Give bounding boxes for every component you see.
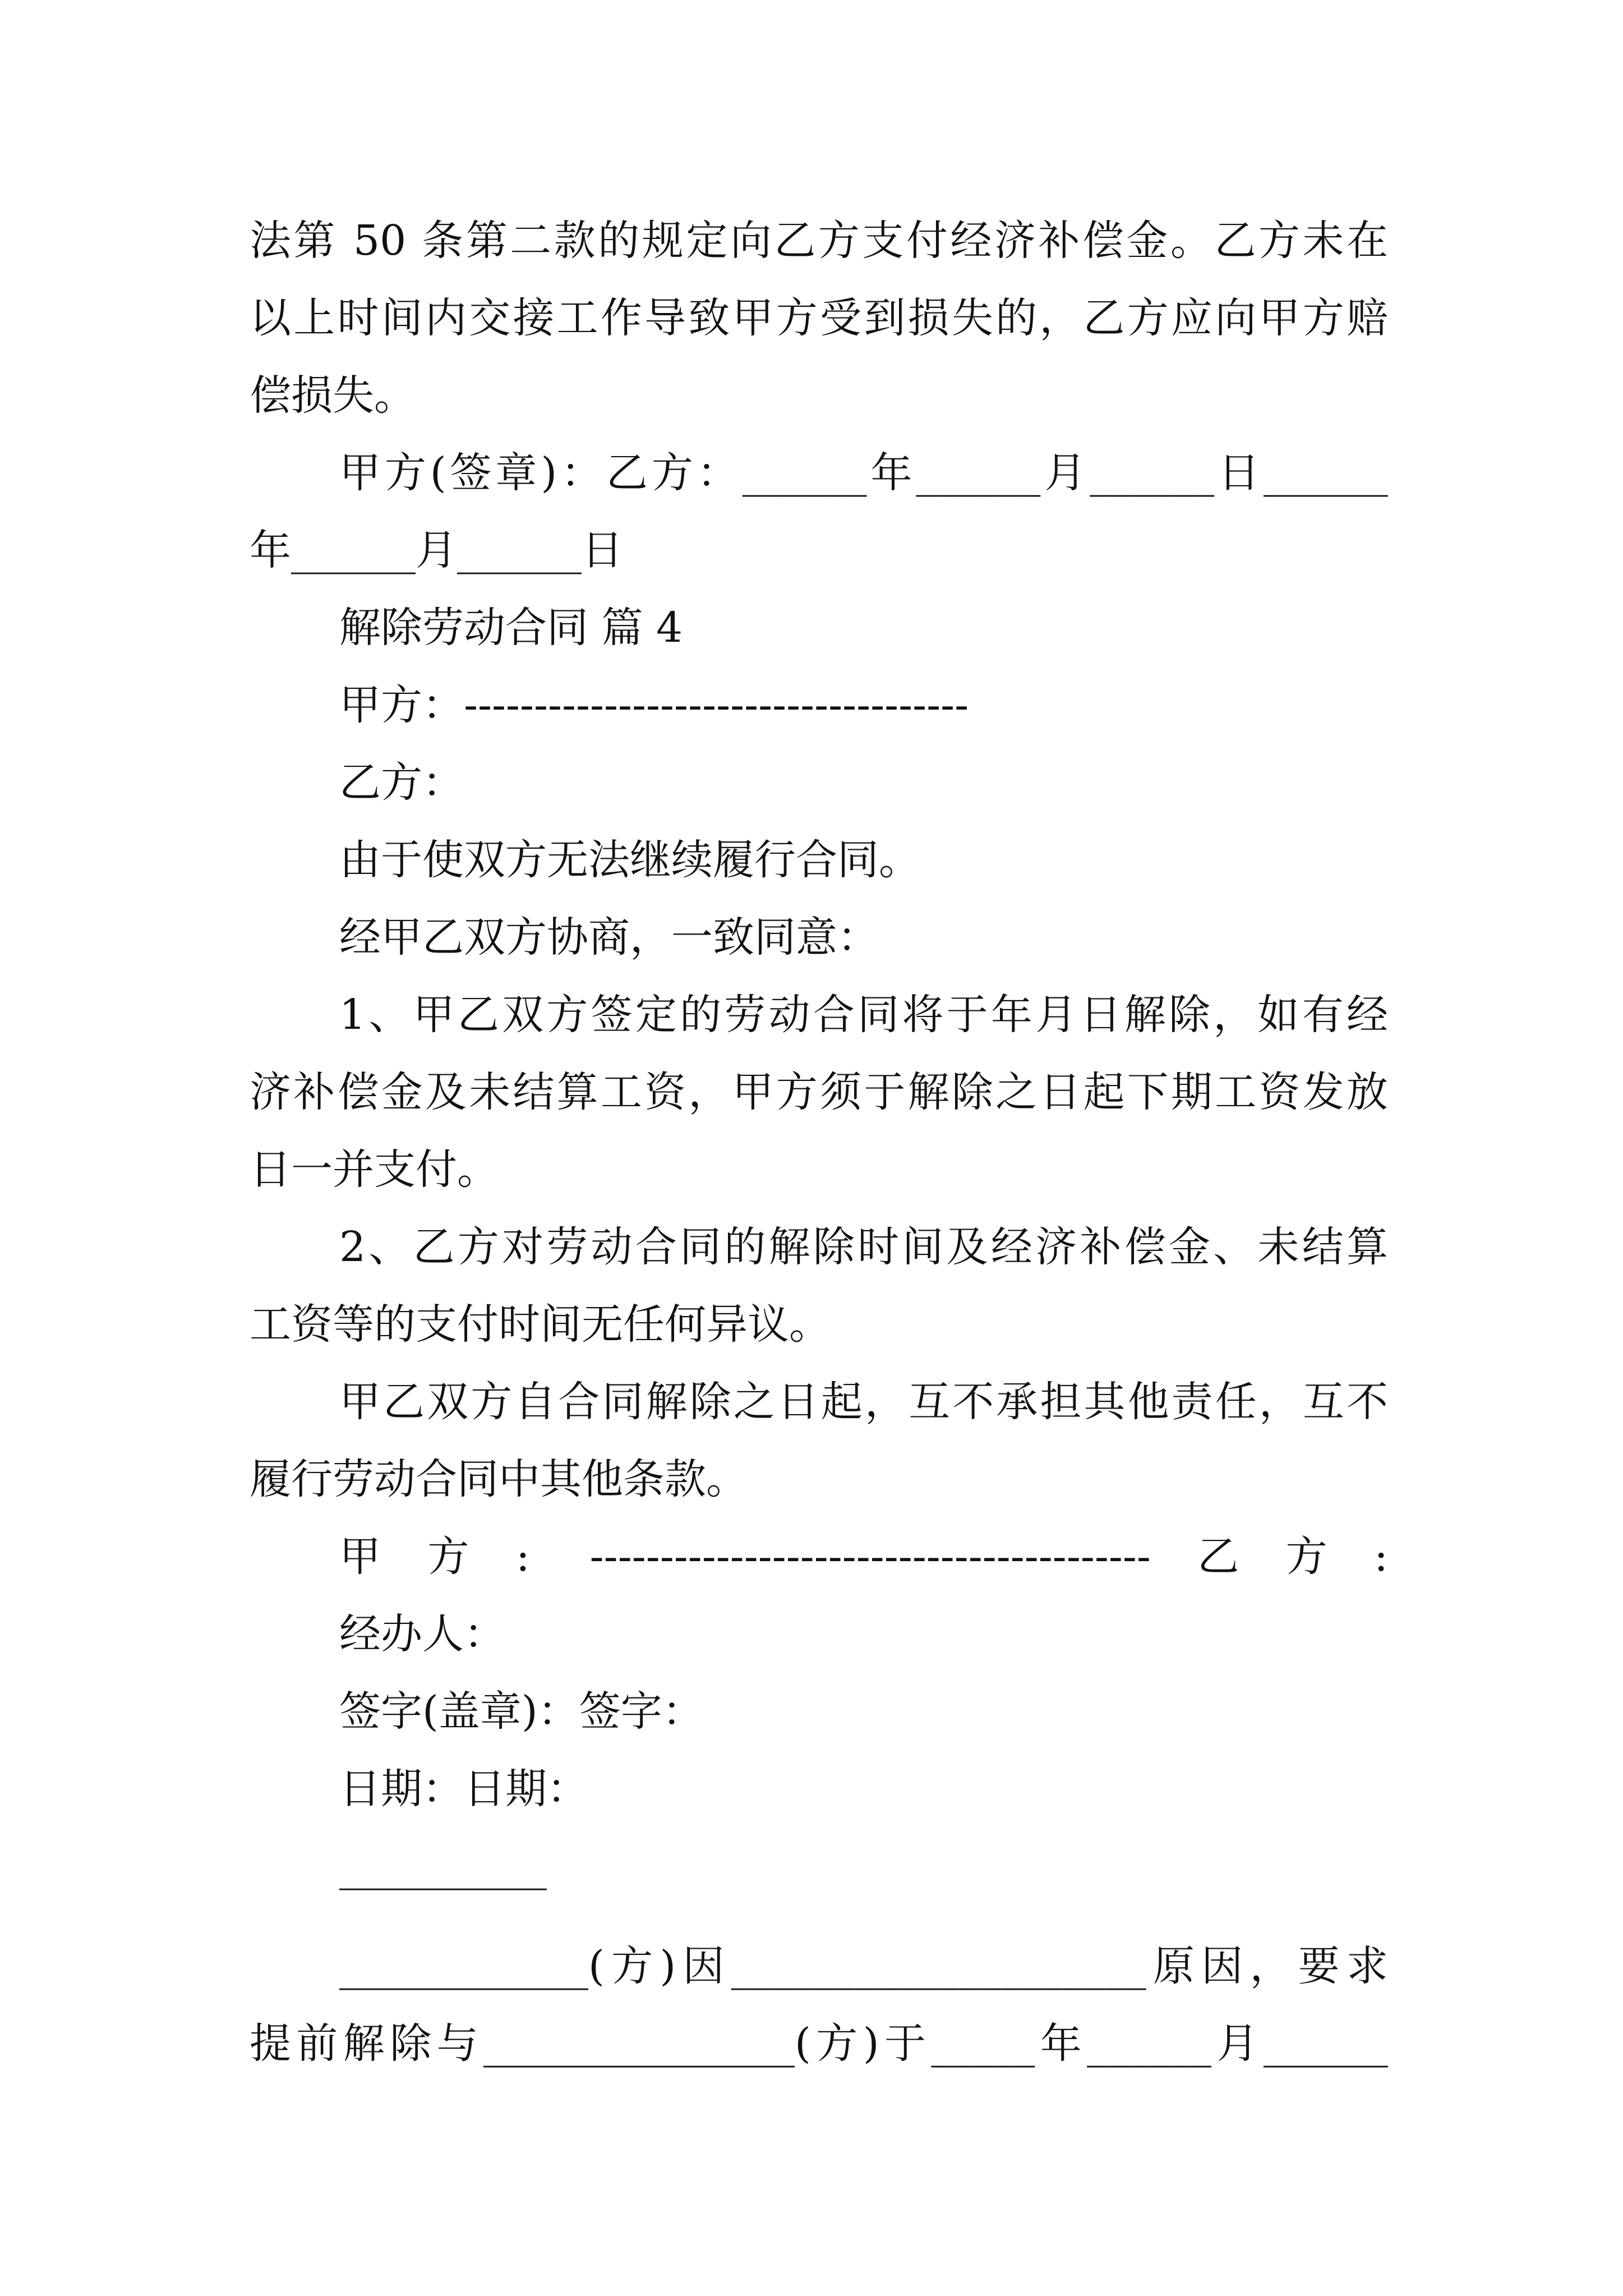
signature-seal-line: 签字(盖章)：签字： xyxy=(339,1687,704,1736)
handler-line: 经办人： xyxy=(339,1610,505,1658)
clause-1-line: 济补偿金及未结算工资，甲方须于解除之日起下期工资发放 xyxy=(250,1068,1388,1116)
text-line: 履行劳动合同中其他条款。 xyxy=(250,1455,748,1503)
party-b-line: 乙方： xyxy=(339,758,464,807)
date-line: 日期：日期： xyxy=(339,1765,588,1813)
clause-2-line: 2、乙方对劳动合同的解除时间及经济补偿金、未结算 xyxy=(339,1223,1388,1271)
separator-line: __________ xyxy=(339,1842,547,1890)
text-line: 以上时间内交接工作导致甲方受到损失的，乙方应向甲方赔 xyxy=(250,294,1388,342)
clause-1-line: 1、甲乙双方签定的劳动合同将于年月日解除，如有经 xyxy=(339,991,1388,1039)
text-line: 法第 50 条第二款的规定向乙方支付经济补偿金。乙方未在 xyxy=(250,217,1388,265)
form-line: 提前解除与_______________(方)于_____年______月______ xyxy=(250,2019,1388,2068)
document-body xyxy=(250,202,1388,2082)
party-a-line: 甲方：------------------------------------ xyxy=(339,681,969,729)
signature-parties-line: 甲方: ----------------------------------------乙方: xyxy=(339,1533,1388,1581)
signature-line-party-a: 甲方(签章)：乙方：______年______月______日______ xyxy=(339,449,1388,497)
text-line: 经甲乙双方协商，一致同意： xyxy=(339,913,879,961)
spacer xyxy=(250,1905,1388,1927)
text-line: 甲乙双方自合同解除之日起，互不承担其他责任，互不 xyxy=(339,1378,1388,1426)
clause-2-line: 工资等的支付时间无任何异议。 xyxy=(250,1300,831,1349)
signature-date-line: 年______月______日 xyxy=(250,526,623,574)
form-line: ____________(方)因____________________原因，要求 xyxy=(339,1942,1388,1990)
clause-1-line: 日一并支付。 xyxy=(250,1145,499,1194)
section-title: 解除劳动合同 篇 4 xyxy=(339,604,683,652)
text-line: 由于使双方无法继续履行合同。 xyxy=(339,836,920,884)
text-line: 偿损失。 xyxy=(250,371,416,420)
